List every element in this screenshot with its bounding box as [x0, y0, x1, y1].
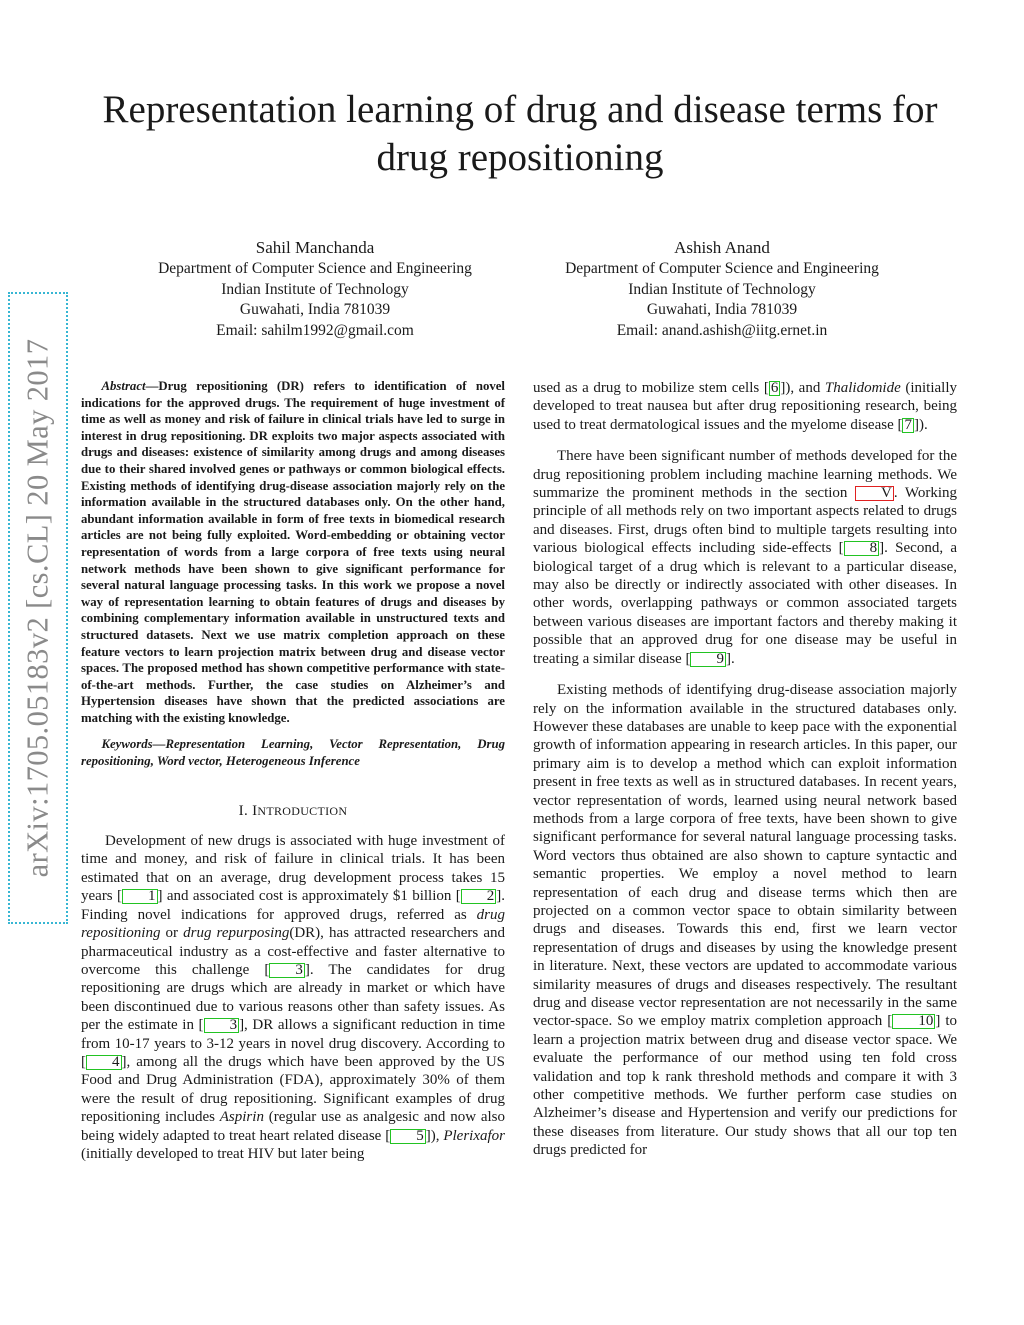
text-run: or: [160, 925, 184, 942]
text-run: ], DR allows a significant reduction in time from 10-17 years to 3-12 years in novel drug discovery. According to [: [81, 1017, 506, 1070]
text-run: used as a drug to mobilize stem cells [: [533, 380, 769, 396]
text-run: ]. The candidates for drug repositioning are drugs which are already in market or which have been discontinued due to various reasons other than safety issues. As per the estimate in [: [81, 961, 505, 1034]
author-institution: Indian Institute of Technology: [628, 280, 816, 298]
text-run: . Working principle of all methods rely on two important aspects related to drugs and diseases. First, drugs often bind to multiple targets resulting into various biological effects including side-effects [: [533, 485, 957, 557]
citation-link[interactable]: 2: [461, 889, 497, 904]
italic-term: Plerixafor: [443, 1127, 505, 1144]
citation-link[interactable]: 4: [86, 1055, 122, 1070]
paper-title: Representation learning of drug and disease terms for drug repositioning: [102, 88, 938, 179]
text-run: (DR), has attracted researchers and pharmaceutical industry as a cost-effective and faster alternative to overcome this challenge [: [81, 925, 505, 978]
text-run: ].: [725, 650, 735, 667]
italic-term: Aspirin: [219, 1109, 264, 1126]
text-run: (initially developed to treat nausea but after drug repositioning research, being used to treat dermatological issues and the myelome disease [: [533, 380, 957, 433]
author-email: Email: anand.ashish@iitg.ernet.in: [616, 321, 828, 339]
author-name: Sahil Manchanda: [255, 238, 375, 257]
section-link[interactable]: V: [855, 486, 894, 501]
citation-link[interactable]: 7: [904, 416, 912, 433]
abstract-text: —Drug repositioning (DR) refers to identification of novel indications for the approved drugs. The requirement of huge investment of time as well as money and risk of failure in clinical trials have led to surge in interest in drug repositioning. DR exploits two major aspects associated with drugs and diseases: existence of similarity among drugs and among diseases due to their shared involved genes or pathways or common biological effects. Existing methods of identifying drug-disease association majorly rely on the information available in the structured databases only. On the other hand, abundant information available in form of free texts in biomedical research articles are not being fully exploited. Word-embedding or obtaining vector representation of words from a large corpora of free texts using neural network methods have been shown to give significant performance for several natural language processing tasks. In this work we propose a novel way of representation learning to obtain features of drugs and diseases by combining complementary information available in unstructured texts and structured datasets. Next we use matrix completion approach on these feature vectors to learn projection matrix between drug and disease vector spaces. The proposed method has shown competitive performance with state-of-the-art methods. Further, the case studies on Alzheimer’s and Hypertension diseases have shown that the predicted associations are matching with the existing knowledge.: [81, 379, 505, 725]
citation-link[interactable]: 1: [122, 889, 158, 904]
citation-link[interactable]: 3: [269, 963, 305, 978]
italic-term: Thalidomide: [824, 380, 901, 396]
text-run: ] and associated cost is approximately $1 billion [: [157, 888, 461, 905]
text-run: ]),: [425, 1127, 444, 1144]
arxiv-stamp: [8, 292, 68, 924]
author-email: Email: sahilm1992@gmail.com: [216, 321, 414, 339]
italic-term: drug repurposing: [183, 925, 290, 942]
author-department: Department of Computer Science and Engineering: [565, 260, 879, 277]
arxiv-identifier: arXiv:1705.05183v2 [cs.CL] 20 May 2017: [20, 338, 55, 878]
text-run: ] to learn a projection matrix between drug and disease vector space. We evaluate the performance of our method using ten fold cross validation and top k rank threshold methods and compare it with 3 other competitive methods. We further perform case studies on Alzheimer’s disease and Hypertension and verify our predictions for these diseases from literature. Our study shows that all our top ten drugs predicted for: [533, 1013, 957, 1159]
abstract: [81, 378, 505, 726]
text-run: There have been significant number of methods developed for the drug repositioning problem including machine learning methods. We summarize the prominent methods in the section: [533, 448, 957, 502]
keywords: Keywords—Representation Learning, Vector Representation, Drug repositioning, Word vector, Heterogeneous Inference: [81, 737, 505, 769]
intro-paragraph: [81, 832, 505, 1163]
author-name: Ashish Anand: [674, 238, 770, 257]
author-location: Guwahati, India 781039: [646, 301, 798, 318]
citation-link[interactable]: 6: [770, 380, 779, 396]
author-department: Department of Computer Science and Engineering: [158, 260, 472, 277]
methods-paragraph: [533, 447, 957, 668]
section-heading-introduction: [81, 802, 505, 820]
right-column: [533, 379, 957, 1160]
author-institution: Indian Institute of Technology: [221, 280, 409, 298]
author-block-2: [522, 237, 922, 341]
author-block-1: [115, 237, 515, 341]
aim-paragraph: [533, 681, 957, 1160]
citation-link[interactable]: 10: [892, 1014, 935, 1029]
text-run: ]).: [913, 416, 928, 433]
citation-link[interactable]: 8: [844, 541, 880, 556]
section-number: I.: [238, 802, 249, 819]
citation-link[interactable]: 5: [390, 1129, 426, 1144]
section-title-rest: NTRODUCTION: [257, 803, 348, 818]
text-run: ]. Finding novel indications for approved drugs, referred as: [81, 888, 505, 923]
continued-paragraph: [533, 379, 957, 434]
text-run: (regular use as analgesic and now also being widely adapted to treat heart related disease [: [81, 1109, 505, 1144]
text-run: ], among all the drugs which have been approved by the US Food and Drug Administration (FDA), approximately 30% of them were the result of drug repositioning. Significant examples of drug repositioning includes: [81, 1053, 505, 1126]
left-column: [81, 378, 505, 1163]
text-run: Existing methods of identifying drug-disease association majorly rely on the information available in the structured databases only. However these databases are unable to keep pace with the exponential growth of information appearing in research articles. In this paper, our primary aim is to develop a method which can exploit information present in free texts as well as in structured databases. In recent years, vector representation of words, learned using neural network based methods from a large corpora of free texts, have been shown to give significant performance for several natural language processing tasks. Word vectors thus obtained are also shown to capture syntactic and semantic properties. We employ a novel method to learn representation of each drug and disease terms which then are projected on a common vector space to obtain similarity between drugs and diseases. Towards this end, first we learn vector representation of drugs and diseases by using the knowledge present in literature. Next, these vectors are updated to accommodate various similarity measures of drugs and diseases respectively. The resultant drug and disease vector representation are not necessarily in the same vector-space. So we employ matrix completion approach [: [533, 682, 957, 1030]
text-run: ]. Second, a biological target of a drug which is relevant to a particular disease, may also be directly or indirectly associated with other diseases. In other words, overlapping pathways or common associated targets between various diseases are important factors and thereby making it possible that an approved drug for one disease may be useful in treating a similar disease [: [533, 540, 958, 667]
author-location: Guwahati, India 781039: [239, 301, 391, 318]
italic-term: drug repositioning: [81, 906, 505, 942]
text-run: (initially developed to treat HIV but later being: [81, 1145, 365, 1162]
text-run: Development of new drugs is associated with huge investment of time and money, and risk of failure in clinical trials. It has been estimated that on an average, drug development process takes 15 years [: [81, 833, 505, 905]
text-run: ]), and: [780, 380, 825, 396]
citation-link[interactable]: 3: [204, 1018, 240, 1033]
abstract-label: Abstract: [101, 379, 146, 393]
section-title-initial: I: [252, 802, 258, 819]
citation-link[interactable]: 9: [690, 652, 726, 667]
